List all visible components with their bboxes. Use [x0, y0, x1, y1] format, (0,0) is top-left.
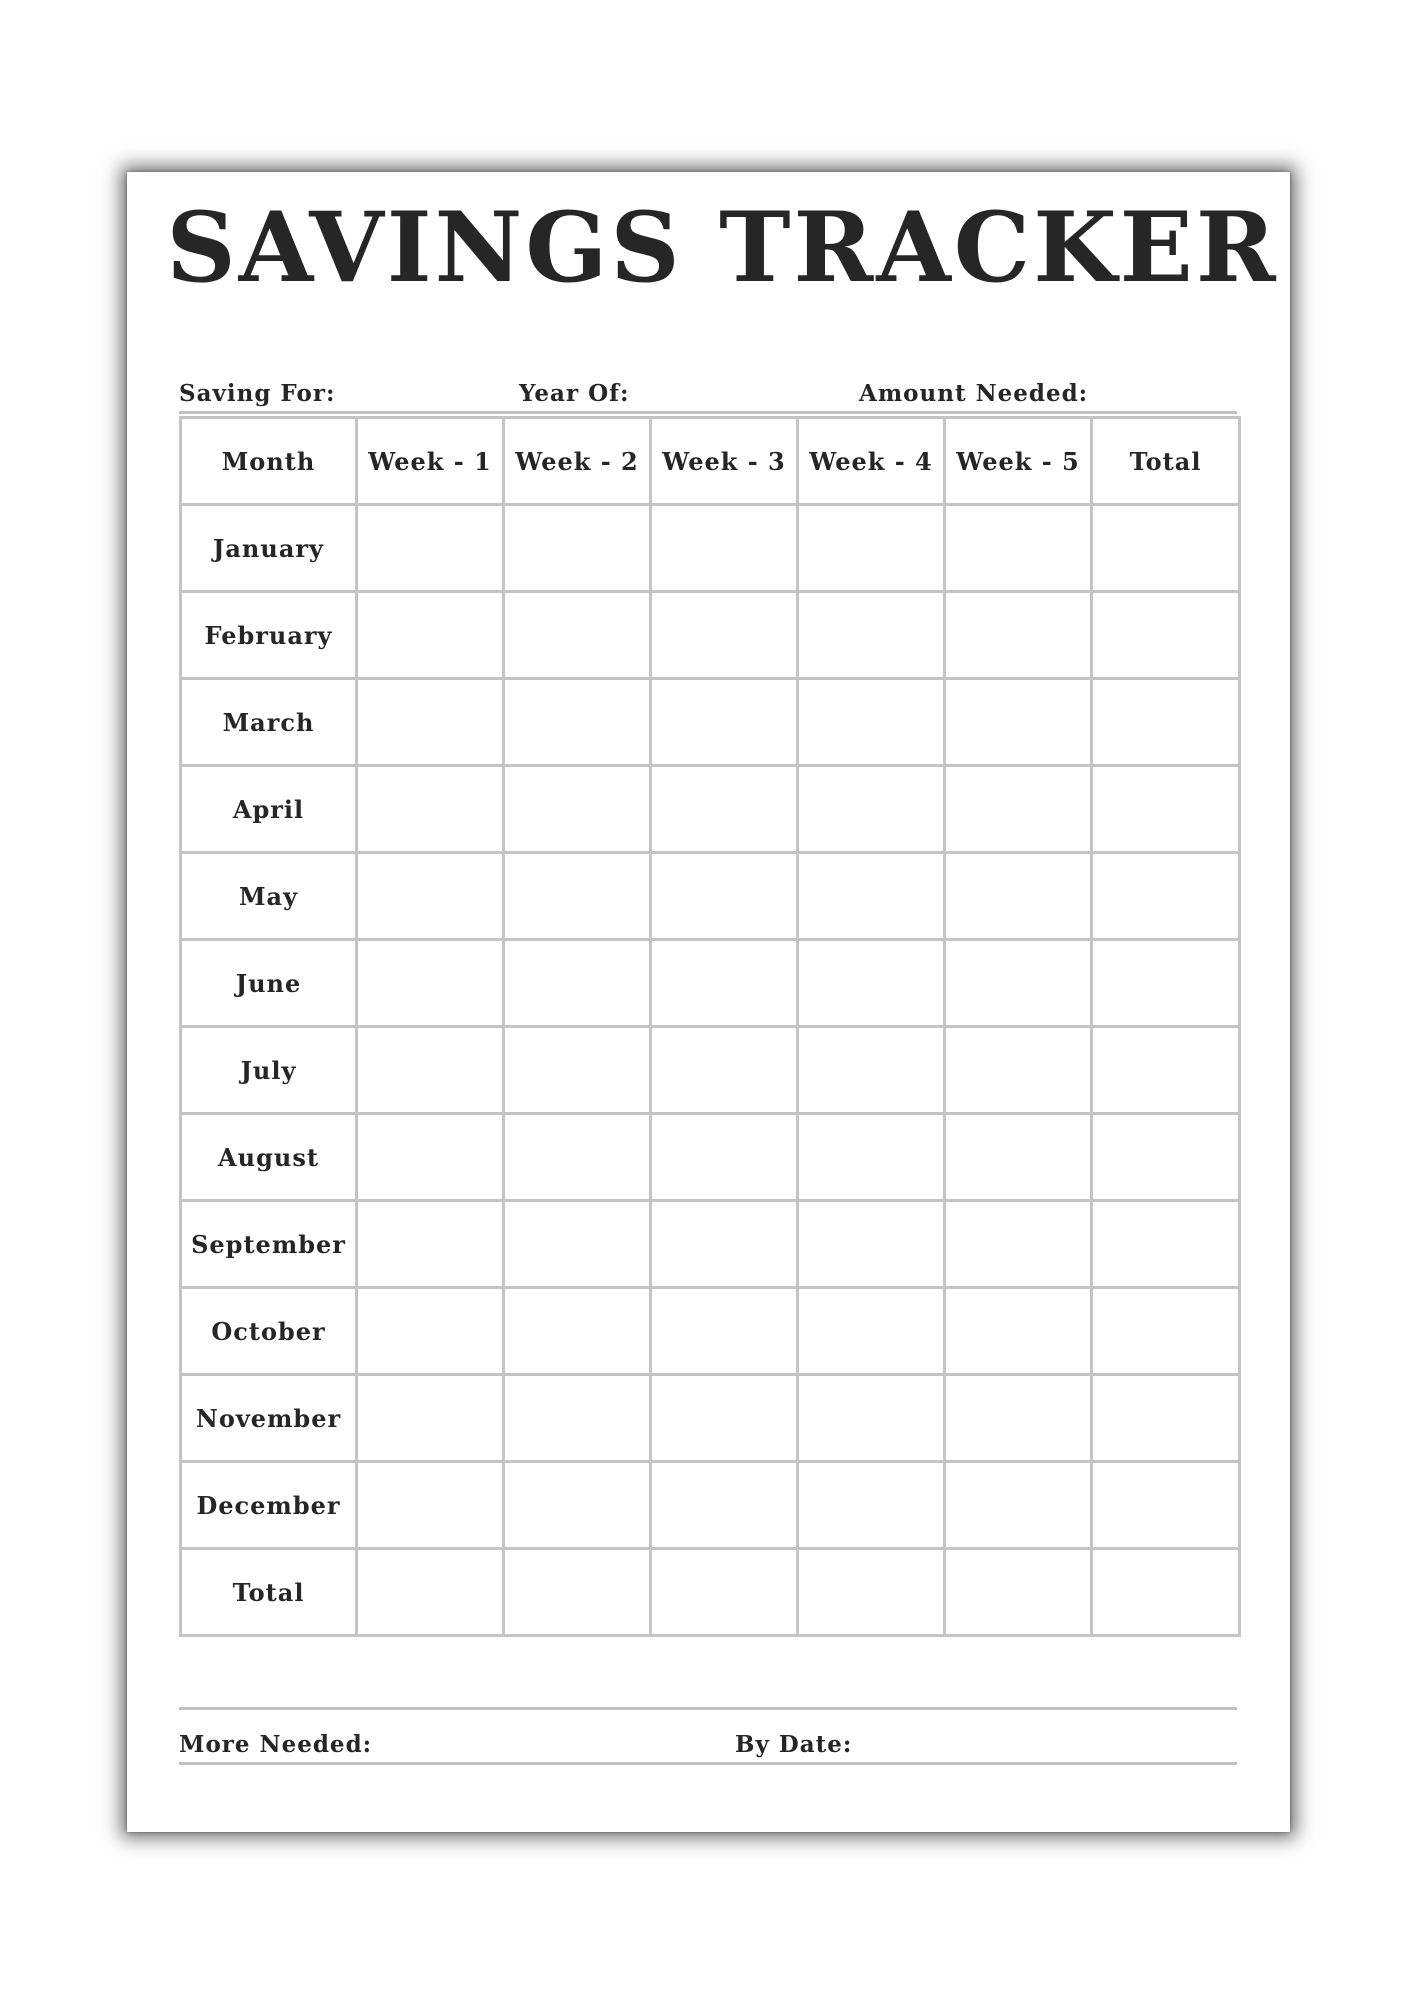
- entry-cell[interactable]: [945, 853, 1092, 940]
- entry-cell[interactable]: [1092, 940, 1240, 1027]
- entry-cell[interactable]: [1092, 592, 1240, 679]
- entry-cell[interactable]: [945, 1027, 1092, 1114]
- table-row: [181, 1114, 1240, 1201]
- entry-cell[interactable]: [504, 1375, 651, 1462]
- column-header: Month: [181, 418, 357, 505]
- more-needed-field[interactable]: More Needed:: [179, 1731, 373, 1758]
- column-header: Week - 4: [798, 418, 945, 505]
- entry-cell[interactable]: [798, 1549, 945, 1636]
- entry-cell[interactable]: [798, 679, 945, 766]
- entry-cell[interactable]: [798, 1201, 945, 1288]
- entry-cell[interactable]: [504, 592, 651, 679]
- row-label: July: [181, 1027, 357, 1114]
- row-label: November: [181, 1375, 357, 1462]
- table-row: [181, 1462, 1240, 1549]
- entry-cell[interactable]: [651, 1375, 798, 1462]
- entry-cell[interactable]: [357, 853, 504, 940]
- entry-cell[interactable]: [798, 940, 945, 1027]
- entry-cell[interactable]: [945, 1549, 1092, 1636]
- entry-cell[interactable]: [357, 1201, 504, 1288]
- entry-cell[interactable]: [504, 1114, 651, 1201]
- entry-cell[interactable]: [1092, 1375, 1240, 1462]
- page-title: SAVINGS TRACKER: [166, 191, 1279, 304]
- entry-cell[interactable]: [504, 940, 651, 1027]
- savings-table: [179, 416, 1241, 1637]
- table-row: [181, 505, 1240, 592]
- table-row: [181, 766, 1240, 853]
- entry-cell[interactable]: [357, 679, 504, 766]
- entry-cell[interactable]: [1092, 1462, 1240, 1549]
- entry-cell[interactable]: [357, 940, 504, 1027]
- entry-cell[interactable]: [945, 592, 1092, 679]
- entry-cell[interactable]: [945, 679, 1092, 766]
- entry-cell[interactable]: [945, 1114, 1092, 1201]
- entry-cell[interactable]: [798, 1462, 945, 1549]
- row-label: April: [181, 766, 357, 853]
- entry-cell[interactable]: [504, 853, 651, 940]
- entry-cell[interactable]: [651, 679, 798, 766]
- entry-cell[interactable]: [357, 1375, 504, 1462]
- entry-cell[interactable]: [357, 1549, 504, 1636]
- entry-cell[interactable]: [651, 1462, 798, 1549]
- table-row: [181, 679, 1240, 766]
- entry-cell[interactable]: [945, 1462, 1092, 1549]
- table-header-row: [181, 418, 1240, 505]
- entry-cell[interactable]: [945, 505, 1092, 592]
- entry-cell[interactable]: [504, 1549, 651, 1636]
- entry-cell[interactable]: [357, 1027, 504, 1114]
- year-of-field[interactable]: Year Of:: [519, 380, 630, 407]
- entry-cell[interactable]: [798, 1114, 945, 1201]
- table-row: [181, 940, 1240, 1027]
- table-row: [181, 592, 1240, 679]
- entry-cell[interactable]: [798, 1027, 945, 1114]
- entry-cell[interactable]: [1092, 505, 1240, 592]
- row-label: August: [181, 1114, 357, 1201]
- entry-cell[interactable]: [651, 1114, 798, 1201]
- entry-cell[interactable]: [945, 1375, 1092, 1462]
- row-label: January: [181, 505, 357, 592]
- entry-cell[interactable]: [357, 1114, 504, 1201]
- entry-cell[interactable]: [1092, 1201, 1240, 1288]
- entry-cell[interactable]: [651, 1201, 798, 1288]
- entry-cell[interactable]: [651, 766, 798, 853]
- column-header: Week - 2: [504, 418, 651, 505]
- entry-cell[interactable]: [504, 679, 651, 766]
- by-date-field[interactable]: By Date:: [735, 1731, 853, 1758]
- entry-cell[interactable]: [1092, 766, 1240, 853]
- footer-fields: [179, 1717, 1237, 1765]
- row-label: May: [181, 853, 357, 940]
- entry-cell[interactable]: [945, 1201, 1092, 1288]
- table-row: [181, 1201, 1240, 1288]
- entry-cell[interactable]: [798, 1288, 945, 1375]
- entry-cell[interactable]: [357, 766, 504, 853]
- entry-cell[interactable]: [504, 1027, 651, 1114]
- entry-cell[interactable]: [1092, 679, 1240, 766]
- entry-cell[interactable]: [1092, 1549, 1240, 1636]
- entry-cell[interactable]: [1092, 1114, 1240, 1201]
- entry-cell[interactable]: [1092, 853, 1240, 940]
- table-row: [181, 1375, 1240, 1462]
- entry-cell[interactable]: [504, 505, 651, 592]
- table-row: [181, 1288, 1240, 1375]
- entry-cell[interactable]: [504, 1201, 651, 1288]
- row-label: June: [181, 940, 357, 1027]
- entry-cell[interactable]: [651, 853, 798, 940]
- entry-cell[interactable]: [504, 1288, 651, 1375]
- row-label: October: [181, 1288, 357, 1375]
- entry-cell[interactable]: [651, 592, 798, 679]
- entry-cell[interactable]: [1092, 1027, 1240, 1114]
- entry-cell[interactable]: [798, 766, 945, 853]
- entry-cell[interactable]: [651, 1288, 798, 1375]
- entry-cell[interactable]: [945, 940, 1092, 1027]
- row-label: December: [181, 1462, 357, 1549]
- entry-cell[interactable]: [651, 1027, 798, 1114]
- row-label: February: [181, 592, 357, 679]
- entry-cell[interactable]: [798, 853, 945, 940]
- row-label: September: [181, 1201, 357, 1288]
- amount-needed-field[interactable]: Amount Needed:: [859, 380, 1089, 407]
- row-label: March: [181, 679, 357, 766]
- entry-cell[interactable]: [651, 940, 798, 1027]
- entry-cell[interactable]: [357, 505, 504, 592]
- entry-cell[interactable]: [1092, 1288, 1240, 1375]
- footer-top-divider: [179, 1707, 1237, 1710]
- row-label: Total: [181, 1549, 357, 1636]
- table-row: [181, 853, 1240, 940]
- entry-cell[interactable]: [504, 1462, 651, 1549]
- entry-cell[interactable]: [798, 1375, 945, 1462]
- table-row: [181, 1549, 1240, 1636]
- header-fields: [179, 362, 1237, 414]
- table-row: [181, 1027, 1240, 1114]
- entry-cell[interactable]: [945, 1288, 1092, 1375]
- column-header: Week - 1: [357, 418, 504, 505]
- entry-cell[interactable]: [651, 1549, 798, 1636]
- entry-cell[interactable]: [798, 505, 945, 592]
- entry-cell[interactable]: [504, 766, 651, 853]
- column-header: Week - 5: [945, 418, 1092, 505]
- entry-cell[interactable]: [798, 592, 945, 679]
- entry-cell[interactable]: [945, 766, 1092, 853]
- entry-cell[interactable]: [357, 1288, 504, 1375]
- column-header: Week - 3: [651, 418, 798, 505]
- entry-cell[interactable]: [357, 1462, 504, 1549]
- saving-for-field[interactable]: Saving For:: [179, 380, 336, 407]
- tracker-sheet: [127, 172, 1290, 1832]
- entry-cell[interactable]: [357, 592, 504, 679]
- column-header: Total: [1092, 418, 1240, 505]
- entry-cell[interactable]: [651, 505, 798, 592]
